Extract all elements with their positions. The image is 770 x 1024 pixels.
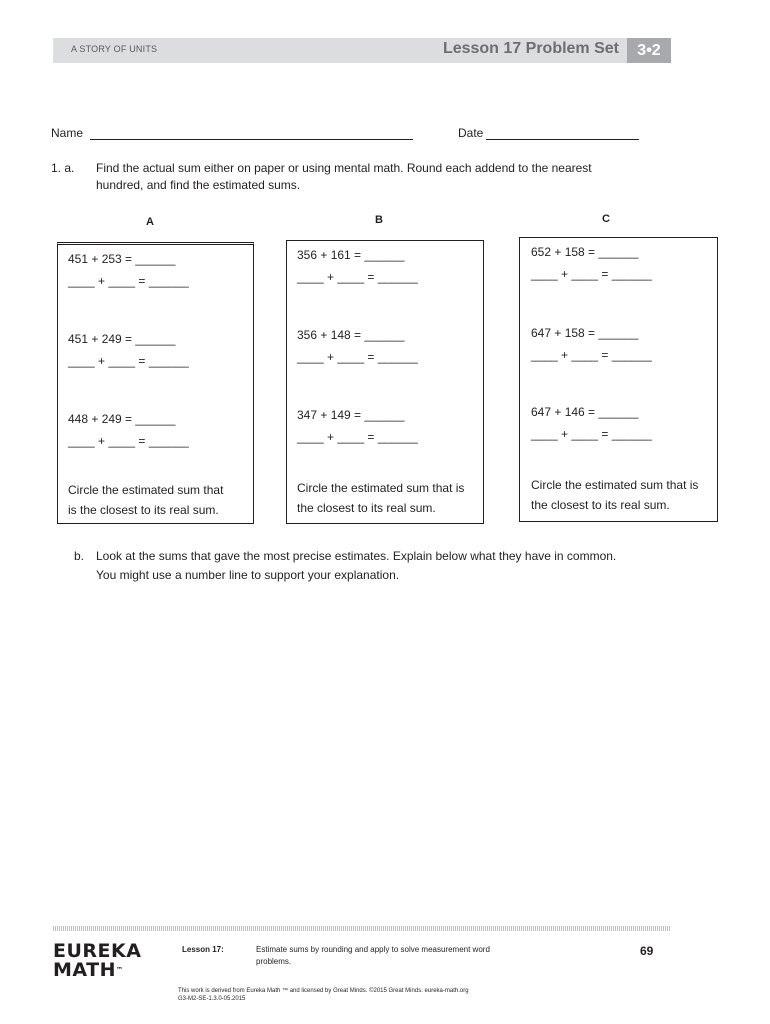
equation: 647 + 158 = ______: [531, 326, 639, 340]
circle-instruction: [297, 478, 477, 518]
estimate-equation: ____ + ____ = ______: [68, 354, 189, 368]
question-1b-label: b.: [74, 549, 85, 563]
column-heading-b: B: [375, 214, 383, 226]
footer-objective-line2: problems.: [256, 957, 292, 966]
column-heading-a: A: [146, 216, 154, 228]
circle-instruction-line2: the closest to its real sum.: [297, 501, 436, 515]
estimate-equation: ____ + ____ = ______: [297, 350, 418, 364]
problem-box-a: [57, 242, 254, 524]
footer-objective-line1: Estimate sums by rounding and apply to solve measurement word: [256, 945, 490, 954]
estimate-equation: ____ + ____ = ______: [68, 434, 189, 448]
equation: 356 + 148 = ______: [297, 328, 405, 342]
date-label: Date: [458, 126, 484, 140]
grade-module-badge: 3•2: [627, 38, 671, 63]
name-label: Name: [51, 126, 84, 140]
logo-trademark: ™: [116, 966, 124, 974]
circle-instruction-line1: Circle the estimated sum that is: [531, 478, 699, 492]
document-code: G3-M2-SE-1.3.0-05.2015: [178, 996, 246, 1002]
estimate-equation: ____ + ____ = ______: [531, 427, 652, 441]
circle-instruction: [531, 475, 711, 515]
estimate-equation: ____ + ____ = ______: [297, 430, 418, 444]
question-1b-text-line1: Look at the sums that gave the most precise estimates. Explain below what they have in common.: [96, 549, 617, 563]
estimate-equation: ____ + ____ = ______: [531, 348, 652, 362]
problem-box-c: [519, 237, 718, 522]
equation: 451 + 253 = ______: [68, 252, 176, 266]
question-1a-text-line1: Find the actual sum either on paper or using mental math. Round each addend to the nearest: [96, 161, 592, 175]
name-line[interactable]: [90, 139, 413, 140]
header-bar: [53, 38, 671, 63]
logo-line2: MATH: [53, 959, 116, 981]
date-line[interactable]: [486, 139, 639, 140]
footer-lesson-label: Lesson 17:: [182, 945, 224, 954]
circle-instruction-line1: Circle the estimated sum that: [68, 483, 224, 497]
page-number: 69: [640, 944, 654, 958]
license-text: This work is derived from Eureka Math ™ and licensed by Great Minds. ©2015 Great Minds. eureka-math.org: [178, 988, 469, 994]
lesson-title: Lesson 17 Problem Set: [442, 40, 619, 57]
equation: 356 + 161 = ______: [297, 248, 405, 262]
footer-divider: [53, 926, 671, 931]
column-heading-c: C: [602, 213, 610, 225]
equation: 347 + 149 = ______: [297, 408, 405, 422]
estimate-equation: ____ + ____ = ______: [531, 267, 652, 281]
logo-line1: EUREKA: [53, 940, 142, 962]
equation: 652 + 158 = ______: [531, 245, 639, 259]
eureka-math-logo: [53, 942, 141, 980]
question-1b-text-line2: You might use a number line to support your explanation.: [96, 568, 400, 582]
series-title: A STORY OF UNITS: [71, 44, 158, 54]
equation: 448 + 249 = ______: [68, 412, 176, 426]
equation: 451 + 249 = ______: [68, 332, 176, 346]
estimate-equation: ____ + ____ = ______: [297, 270, 418, 284]
circle-instruction-line2: the closest to its real sum.: [531, 498, 670, 512]
estimate-equation: ____ + ____ = ______: [68, 274, 189, 288]
circle-instruction-line1: Circle the estimated sum that is: [297, 481, 465, 495]
question-1a-text-line2: hundred, and find the estimated sums.: [96, 178, 301, 192]
circle-instruction-line2: is the closest to its real sum.: [68, 503, 219, 517]
equation: 647 + 146 = ______: [531, 405, 639, 419]
circle-instruction: [68, 480, 248, 520]
problem-box-b: [286, 240, 484, 524]
question-1a-number: 1. a.: [51, 161, 75, 175]
